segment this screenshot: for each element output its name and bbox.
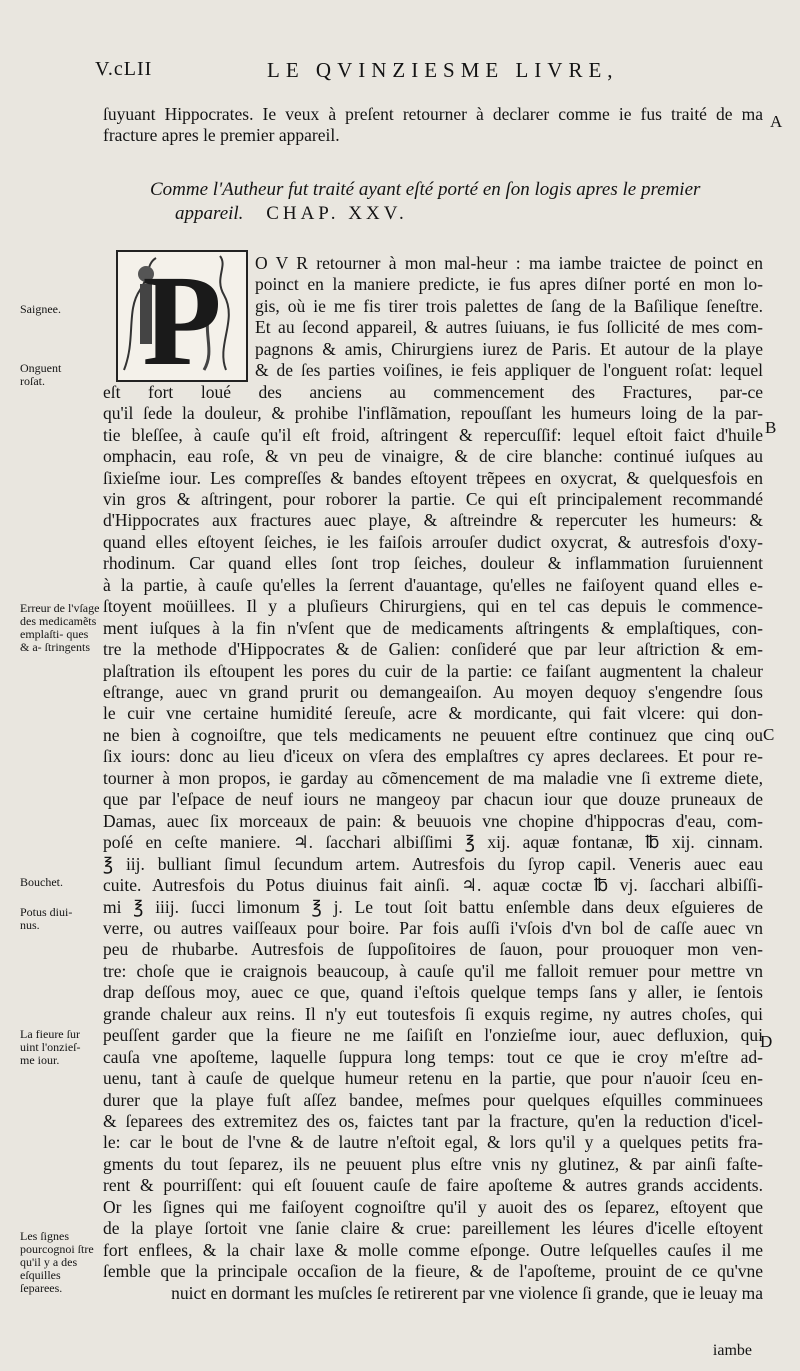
body-line: & ſeparees des extremitez des os, faictes tant par la fracture, qu'en la reduction d'icel- (103, 1111, 763, 1131)
dropcap-letter: P (142, 250, 222, 382)
body-line: ſtoyent moüillees. Il y a pluſieurs Chirurgiens, qui en tel cas depuis le commence- (103, 596, 763, 617)
body-line: d'Hippocrates aux fractures auec playe, & aſtreindre & repercuter les humeurs: & (103, 510, 763, 531)
section-letter-c: C (763, 725, 775, 744)
body-line: cuite. Autresfois du Potus diuinus fait ainſi. ♃. aquæ coctæ ℔ vj. ſacchari albiſſi- (103, 875, 763, 896)
body-line: rent & pourriſſent: qui eſt ſouuent cauſe de faire apoſteme & autres grands accidents. (103, 1175, 763, 1196)
margin-note-erreur: Erreur de l'vſage des medicamẽts emplaſti- ques & a- ſtringents (20, 601, 100, 654)
body-line: plaſtration ils eſtoupent les pores du cuir de la partie: ce faiſant augmentent la chaleur (103, 660, 763, 681)
body-line: le: car le bout de l'vne & de lautre n'eſtoit egal, & lors qu'il y a quelques petits fra- (103, 1132, 763, 1153)
section-letter-b: B (765, 418, 777, 437)
body-line: eſt fort loué des anciens au commencement des Fractures, par-ce (103, 381, 763, 402)
folio-number: V.cLII (95, 58, 153, 80)
body-line: ment iuſques à la fin n'vſent que de medicaments aſtringents & emplaſtiques, con- (103, 617, 763, 638)
body-line: durer que la playe fuſt aſſez bandee, meſmes pour quelques eſquilles comminuees (103, 1089, 763, 1110)
body-line: ℥ iij. bulliant ſimul ſecundum artem. Autresfois du ſyrop capil. Veneris auec eau (103, 853, 763, 874)
body-line: pagnons & amis, Chirurgiens iurez de Paris. Et autour de la playe (255, 338, 763, 359)
body-line: ſemble que la principale occaſion de la fieure, & de l'apoſteme, prouint de ce qu'vne (103, 1261, 763, 1282)
body-line: rhodinum. Car quand elles ſont trop ſeiches, douleur & inflammation ſuruiennent (103, 553, 763, 574)
body-line: tre la methode d'Hippocrates & de Galien: conſideré que par leur aſtriction & em- (103, 639, 763, 660)
section-letter-a: A (770, 112, 783, 131)
intro-line-1: ſuyuant Hippocrates. Ie veux à preſent retourner à declarer comme ie fus traité de ma (103, 104, 763, 124)
body-line: Damas, auec ſix morceaux de pain: & beuuois vne chopine d'hippocras d'eau, com- (103, 810, 763, 831)
body-line: O V R retourner à mon mal-heur : ma iambe traictee de poinct en (255, 253, 763, 273)
chapter-title-end: appareil. (175, 203, 244, 224)
body-line: ſixieſme iour. Les compreſſes & bandes eſtoyent trẽpees en oxycrat, & quelquesfois en (103, 467, 763, 488)
body-line: mi ℥ iiij. ſucci limonum ℥ j. Le tout ſoit battu enſemble dans deux eſguieres de (103, 896, 763, 917)
body-line: grande chaleur aux reins. Il n'y eut toutesfois ſi exquis regime, ny autres choſes, qui (103, 1003, 763, 1024)
page-header (95, 58, 755, 90)
running-title: LE QVINZIESME LIVRE, (267, 58, 619, 82)
body-line: poinct en la maniere predicte, ie fus apres diſner porté en mon lo- (255, 274, 763, 295)
body-line: de la playe ſortoit vne ſanie claire & crue: pareillement les léures d'icelle eſtoyent (103, 1218, 763, 1239)
margin-note-saignee: Saignee. (20, 302, 61, 316)
margin-note-potus: Potus diui- nus. (20, 905, 73, 932)
body-line: peuſſent garder que la fieure ne me ſaiſiſt en l'onzieſme iour, auec defluxion, qui (103, 1025, 763, 1046)
chapter-title-line-2 (175, 202, 735, 226)
body-line: fort enflees, & la chair laxe & molle comme eſponge. Outre leſquelles cauſes il me (103, 1239, 763, 1260)
decorated-initial (116, 250, 248, 382)
body-line: cauſa vne apoſteme, laquelle ſuppura long temps: tout ce que ie croy m'eſtre ad- (103, 1046, 763, 1067)
body-line: poſé en ceſte maniere. ♃. ſacchari albiſſimi ℥ xij. aquæ fontanæ, ℔ xij. cinnam. (103, 832, 763, 853)
body-line: quand elles eſtoyent ſeiches, ie les faiſois arrouſer dudict oxycrat, & autresfois d'oxy- (103, 531, 763, 552)
body-line: eſtrange, auec vn grand prurit ou demangeaiſon. Au moyen dequoy s'engendre ſous (103, 682, 763, 702)
body-line: tre: choſe que ie craignois beaucoup, à cauſe qu'il me falloit remuer pour mettre vn (103, 960, 763, 981)
chapter-title-line-1: Comme l'Autheur fut traité ayant eſté porté en ſon logis apres le premier (150, 179, 701, 200)
margin-note-bouchet: Bouchet. (20, 875, 63, 889)
body-line: gis, où ie me fis tirer trois palettes de ſang de la Baſilique ſeneſtre. (255, 295, 763, 316)
catchword: iambe (712, 1342, 752, 1359)
section-letter-d: D (760, 1032, 773, 1051)
chapter-number: CHAP. XXV. (266, 203, 408, 224)
margin-note-fieure: La fieure ſur uint l'onzieſ- me iour. (20, 1027, 81, 1067)
body-line: peu de rhubarbe. Autresfois de ſuppoſitoires de ſauon, pour prouoquer mon ven- (103, 939, 763, 960)
body-line: ſix iours: donc au lieu d'iceux on vſera des emplaſtres cy apres declarees. Et pour re- (103, 746, 763, 767)
body-line: à la partie, à cauſe qu'elles la ſerrent d'auantage, qu'elles ne faiſoyent quand elles e- (103, 574, 763, 595)
body-line: qu'il ſede la douleur, & prohibe l'inflãmation, repouſſant les humeurs loing de la par- (103, 403, 763, 424)
intro-line-2: fracture apres le premier appareil. (103, 125, 340, 145)
margin-note-onguent: Onguent roſat. (20, 361, 62, 388)
body-line: Et au ſecond appareil, & autres ſuiuans, ie fus ſollicité de mes com- (255, 317, 763, 338)
body-line: & de ſes parties voiſines, ie feis appliquer de l'onguent roſat: lequel (255, 360, 763, 381)
body-line: omphacin, eau roſe, & vn peu de vinaigre, & de cire blanche: continué iuſques au (103, 446, 763, 467)
body-line: tie bleſſee, à cauſe qu'il eſt froid, aſtringent & repercuſſif: lequel eſtoit faict d'huile (103, 424, 763, 445)
body-line: que par l'eſpace de neuf iours ne mangeoy par chacun iour que douze pruneaux de (103, 789, 763, 810)
decorated-initial-art (116, 250, 248, 382)
body-line: drap deſſous moy, auec ce que, quand i'eſtois quelque temps ſans y aller, ie ſentois (103, 982, 763, 1003)
body-line: nuict en dormant les muſcles ſe retirerent par vne violence ſi grande, que ie leuay ma (171, 1282, 763, 1303)
body-line: le cuir vne certaine humidité ſereuſe, acre & mordicante, qui fait vlcere: qui don- (103, 703, 763, 724)
body-line: vin gros & aſtringent, pour roborer la partie. Ce qui eſt principalement recommandé (103, 488, 763, 509)
body-line: Or les ſignes qui me faiſoyent cognoiſtre qu'il y auoit des os ſeparez, eſtoyent que (103, 1196, 763, 1217)
margin-note-signes: Les ſignes pourcognoi ſtre qu'il y a des eſquilles ſeparees. (20, 1229, 94, 1295)
body-line: tourner à mon propos, ie garday au cõmencement de ma maladie vne ſi extreme diete, (103, 767, 763, 788)
body-line: ne bien à cognoiſtre, que tels medicaments ne peuuent eſtre continuez que cinq ou (103, 724, 763, 745)
body-line: verre, ou autres vaiſſeaux pour boire. Par fois auſſi i'vſois d'vn bol de caſſe auec vn (103, 917, 763, 938)
body-line: gments du tout ſeparez, ils ne peuuent plus eſtre vnis ny glutinez, & par ainſi faſte- (103, 1153, 763, 1174)
body-line: uenu, tant à cauſe de quelque humeur retenu en la partie, que pour n'auoir ſceu en- (103, 1068, 763, 1089)
